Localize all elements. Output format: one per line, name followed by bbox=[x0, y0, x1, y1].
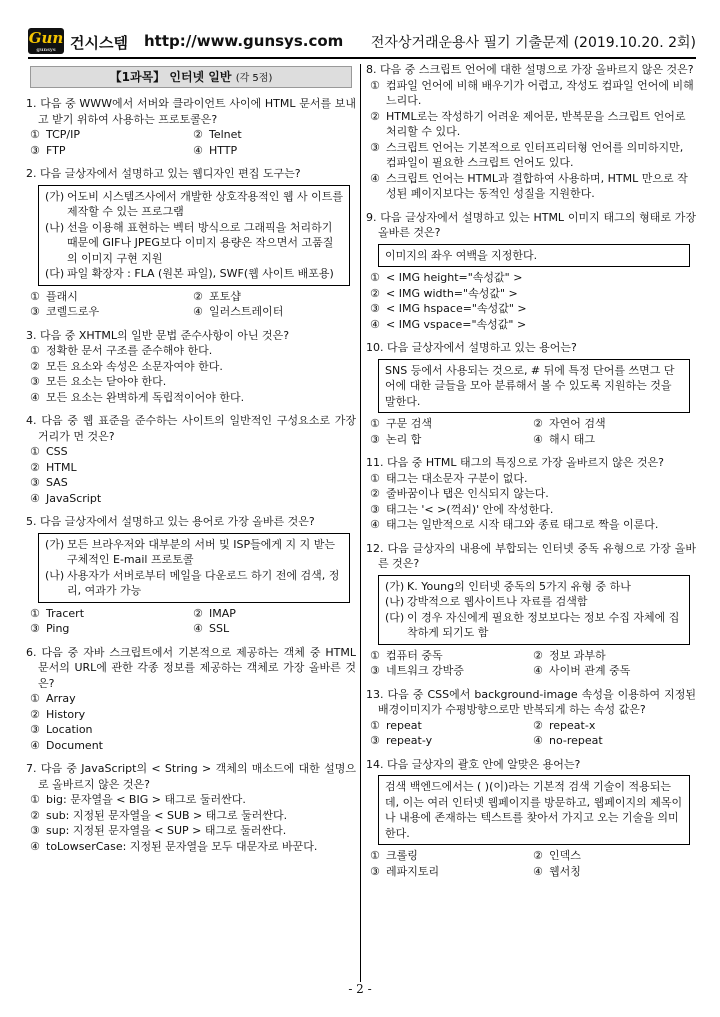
box-item bbox=[45, 537, 343, 568]
option-1 bbox=[30, 127, 193, 143]
question-number: 8 bbox=[366, 63, 373, 76]
option-marker: ② bbox=[30, 359, 40, 373]
option-marker: ① bbox=[30, 128, 40, 141]
question-stem: 다음 글상자에서 설명하고 있는 웹디자인 편집 도구는? bbox=[40, 167, 301, 180]
question-text: 1. 다음 중 WWW에서 서버와 클라이언트 사이에 HTML 문서를 보내고 받기 위하여 사용하는 프로토콜은? bbox=[26, 97, 357, 126]
option-2 bbox=[533, 416, 696, 432]
option-text: big: 문자열을 < BIG > 태그로 둘러싼다. bbox=[46, 793, 246, 806]
option-marker: ① bbox=[30, 793, 40, 806]
options-list bbox=[366, 471, 696, 533]
question-stem: 다음 중 CSS에서 background-image 속성을 이용하여 지정된 배경이미지가 수평방향으로만 반복되게 하는 속성 값은? bbox=[378, 687, 696, 716]
question-14 bbox=[366, 757, 696, 880]
question-2 bbox=[26, 166, 356, 320]
question-text: 12. 다음 글상자의 내용에 부합되는 인터넷 중독 유형으로 가장 올바른 것은? bbox=[366, 541, 696, 570]
options-list bbox=[26, 444, 356, 506]
question-text: 6. 다음 중 자바 스크립트에서 기본적으로 제공하는 객체 중 HTML 문서의 URL에 관한 각종 정보를 제공하는 객체로 가장 올바른 것은? bbox=[26, 645, 357, 690]
options-list bbox=[26, 606, 356, 637]
question-8 bbox=[366, 62, 696, 202]
option-marker: ② bbox=[370, 109, 380, 123]
option-3 bbox=[30, 143, 193, 159]
option-2 bbox=[193, 127, 356, 143]
option-text: 컴파일 언어에 비해 배우기가 어렵고, 작성도 컴파일 언어에 비해 느리다. bbox=[386, 78, 694, 107]
options-list bbox=[26, 691, 356, 753]
box-item-marker: (다) bbox=[385, 610, 405, 624]
option-3 bbox=[30, 475, 356, 491]
option-marker: ④ bbox=[30, 491, 40, 505]
box-item-text: 강박적으로 웹사이트나 자료를 검색함 bbox=[407, 595, 588, 608]
option-marker: ③ bbox=[30, 622, 40, 635]
option-marker: ③ bbox=[30, 143, 40, 157]
option-3 bbox=[30, 304, 193, 320]
option-3 bbox=[370, 301, 696, 317]
question-13 bbox=[366, 687, 696, 749]
brand-name: 건시스템 bbox=[70, 34, 128, 52]
option-marker: ④ bbox=[30, 390, 40, 404]
option-text: repeat-x bbox=[549, 718, 596, 732]
option-text: sup: 지정된 문자열을 < SUP > 태그로 둘러싼다. bbox=[46, 824, 287, 837]
question-text: 11. 다음 중 HTML 태그의 특징으로 가장 올바르지 않은 것은? bbox=[366, 456, 664, 469]
option-text: 태그는 '< >(꺽쇠)' 안에 작성한다. bbox=[386, 502, 554, 516]
option-2 bbox=[30, 707, 356, 723]
option-text: SAS bbox=[46, 476, 68, 489]
box-item bbox=[385, 579, 683, 595]
option-text: 인덱스 bbox=[549, 849, 581, 862]
option-marker: ② bbox=[30, 707, 40, 721]
option-marker: ① bbox=[370, 417, 380, 430]
option-2 bbox=[370, 109, 696, 140]
header-rule bbox=[28, 57, 696, 59]
option-marker: ④ bbox=[193, 622, 203, 635]
option-3 bbox=[370, 432, 533, 448]
box-item bbox=[45, 189, 343, 220]
option-1 bbox=[30, 606, 193, 622]
option-4 bbox=[30, 491, 356, 507]
option-text: Tracert bbox=[46, 606, 85, 620]
option-4 bbox=[193, 621, 356, 637]
question-text: 3. 다음 중 XHTML의 일반 문법 준수사항이 아닌 것은? bbox=[26, 328, 290, 342]
option-text: 태그는 일반적으로 시작 태그와 종료 태그로 짝을 이룬다. bbox=[386, 518, 659, 531]
subject-heading: 【1과목】 인터넷 일반 (각 5점) bbox=[30, 66, 352, 88]
question-text: 10. 다음 글상자에서 설명하고 있는 용어는? bbox=[366, 341, 577, 354]
option-1 bbox=[30, 792, 356, 808]
option-1 bbox=[370, 78, 696, 109]
option-text: 모든 요소와 속성은 소문자여야 한다. bbox=[46, 359, 223, 373]
option-text: < IMG height="속성값" > bbox=[386, 271, 523, 284]
option-text: 정보 과부하 bbox=[549, 648, 606, 662]
option-3 bbox=[30, 823, 356, 839]
option-text: 사이버 관계 중독 bbox=[549, 664, 631, 677]
question-number: 7 bbox=[26, 762, 33, 775]
option-marker: ① bbox=[370, 471, 380, 485]
option-marker: ④ bbox=[370, 171, 380, 185]
option-marker: ① bbox=[30, 344, 40, 357]
option-text: CSS bbox=[46, 445, 68, 458]
option-text: toLowserCase: 지정된 문자열을 모두 대문자로 바꾼다. bbox=[46, 839, 318, 853]
box-item bbox=[45, 568, 343, 599]
site-url: http://www.gunsys.com bbox=[144, 32, 344, 50]
box-item-marker: (나) bbox=[45, 568, 65, 582]
option-marker: ④ bbox=[30, 839, 40, 853]
question-7 bbox=[26, 761, 356, 854]
option-4 bbox=[533, 432, 696, 448]
gunsys-logo: Gun gunsys bbox=[28, 29, 64, 53]
question-stem: 다음 중 자바 스크립트에서 기본적으로 제공하는 객체 중 HTML 문서의 URL에 관한 각종 정보를 제공하는 객체로 가장 올바른 것은? bbox=[38, 645, 357, 690]
option-text: repeat-y bbox=[386, 734, 433, 747]
option-marker: ④ bbox=[370, 518, 380, 531]
question-stem: 다음 중 JavaScript의 < String > 객체의 매소드에 대한 설명으로 올바르지 않은 것은? bbox=[38, 762, 356, 791]
question-text: 4. 다음 중 웹 표준을 준수하는 사이트의 일반적인 구성요소로 가장 거리가 먼 것은? bbox=[26, 414, 357, 443]
option-1 bbox=[370, 416, 533, 432]
option-text: TCP/IP bbox=[46, 128, 80, 141]
right-column bbox=[366, 62, 696, 887]
option-text: 네트워크 강박증 bbox=[386, 664, 464, 677]
option-text: no-repeat bbox=[549, 734, 603, 747]
question-number: 5 bbox=[26, 515, 33, 528]
question-5 bbox=[26, 514, 356, 637]
option-text: 스크립트 언어는 기본적으로 인터프리터형 언어를 의미하지만, 컴파일이 필요한 스크립트 언어도 있다. bbox=[386, 140, 684, 169]
option-4 bbox=[30, 839, 356, 855]
question-number: 3 bbox=[26, 328, 33, 342]
option-marker: ① bbox=[370, 648, 380, 662]
page-header bbox=[28, 26, 696, 56]
option-marker: ② bbox=[30, 460, 40, 474]
question-text: 9. 다음 글상자에서 설명하고 있는 HTML 이미지 태그의 형태로 가장 올바른 것은? bbox=[366, 210, 696, 239]
option-text: 모든 요소는 닫아야 한다. bbox=[46, 375, 167, 388]
question-4 bbox=[26, 413, 356, 506]
option-marker: ① bbox=[30, 445, 40, 458]
box-item-text: 파일 확장자 : FLA (원본 파일), SWF(웹 사이트 배포용) bbox=[67, 267, 334, 280]
options-list bbox=[26, 127, 356, 158]
question-number: 2 bbox=[26, 167, 33, 180]
option-text: JavaScript bbox=[46, 491, 102, 505]
option-marker: ① bbox=[370, 849, 380, 862]
option-2 bbox=[370, 286, 696, 302]
box-item-text: 이 경우 자신에게 필요한 정보보다는 정보 수집 자체에 집착하게 되기도 함 bbox=[407, 610, 680, 639]
box-item bbox=[385, 594, 683, 610]
exam-title: 전자상거래운용사 필기 기출문제 (2019.10.20. 2회) bbox=[370, 35, 696, 51]
question-stem: 다음 글상자의 내용에 부합되는 인터넷 중독 유형으로 가장 올바른 것은? bbox=[378, 541, 696, 570]
question-stem: 다음 중 WWW에서 서버와 클라이언트 사이에 HTML 문서를 보내고 받기 위하여 사용하는 프로토콜은? bbox=[38, 97, 357, 126]
option-marker: ④ bbox=[370, 317, 380, 331]
option-1 bbox=[370, 718, 533, 734]
box-item bbox=[385, 610, 683, 641]
option-marker: ④ bbox=[193, 305, 203, 318]
box-item-marker: (가) bbox=[45, 537, 65, 551]
option-4 bbox=[30, 390, 356, 406]
option-marker: ① bbox=[30, 692, 40, 705]
option-2 bbox=[30, 808, 356, 824]
options-list bbox=[26, 289, 356, 320]
option-text: IMAP bbox=[209, 606, 236, 620]
option-text: 모든 요소는 완벽하게 독립적이어야 한다. bbox=[46, 390, 245, 404]
option-text: 태그는 대소문자 구분이 없다. bbox=[386, 471, 528, 485]
question-stem: 다음 중 HTML 태그의 특징으로 가장 올바르지 않은 것은? bbox=[387, 456, 664, 469]
option-4 bbox=[370, 517, 696, 533]
option-marker: ④ bbox=[193, 143, 203, 157]
option-1 bbox=[370, 648, 533, 664]
option-3 bbox=[30, 621, 193, 637]
question-text: 2. 다음 글상자에서 설명하고 있는 웹디자인 편집 도구는? bbox=[26, 167, 301, 180]
question-box: 검색 백엔드에서는 ( )(이)라는 기본적 검색 기술이 적용되는데, 이는 여러 인터넷 웹페이지를 방문하고, 웹페이지의 제목이나 내용에 존재하는 텍스트를 찾아서 가지고 오는 기술을 의미한다. bbox=[378, 775, 690, 845]
box-item-marker: (가) bbox=[45, 189, 65, 203]
question-1 bbox=[26, 96, 356, 158]
option-text: SSL bbox=[209, 622, 230, 635]
option-marker: ② bbox=[193, 289, 203, 303]
option-marker: ③ bbox=[370, 432, 380, 446]
option-2 bbox=[370, 486, 696, 502]
box-item-marker: (다) bbox=[45, 267, 65, 280]
option-marker: ③ bbox=[370, 302, 380, 315]
question-number: 13 bbox=[366, 687, 380, 701]
question-3 bbox=[26, 328, 356, 406]
option-4 bbox=[533, 733, 696, 749]
box-item-text: 모든 브라우저와 대부분의 서버 및 ISP들에게 지 지 받는 구체적인 E-mail 프로토콜 bbox=[67, 537, 335, 566]
option-text: Telnet bbox=[209, 128, 242, 141]
option-text: FTP bbox=[46, 143, 66, 157]
question-number: 9 bbox=[366, 210, 373, 224]
option-marker: ② bbox=[370, 487, 380, 500]
option-3 bbox=[370, 733, 533, 749]
option-marker: ④ bbox=[533, 664, 543, 677]
option-marker: ① bbox=[370, 78, 380, 92]
option-text: < IMG hspace="속성값" > bbox=[386, 302, 527, 315]
option-marker: ③ bbox=[30, 723, 40, 736]
option-4 bbox=[370, 317, 696, 333]
option-4 bbox=[533, 864, 696, 880]
option-marker: ③ bbox=[370, 664, 380, 677]
option-text: < IMG vspace="속성값" > bbox=[386, 317, 527, 331]
option-text: 컴퓨터 중독 bbox=[386, 648, 443, 662]
question-box: SNS 등에서 사용되는 것으로, # 뒤에 특정 단어를 쓰면그 단어에 대한 글들을 모아 분류해서 볼 수 있도록 지원하는 것을 말한다. bbox=[378, 359, 690, 414]
option-text: 포토샵 bbox=[209, 289, 241, 303]
question-stem: 다음 글상자에서 설명하고 있는 용어는? bbox=[387, 341, 577, 354]
option-3 bbox=[30, 722, 356, 738]
option-1 bbox=[30, 289, 193, 305]
option-1 bbox=[30, 691, 356, 707]
options-list bbox=[366, 270, 696, 332]
option-marker: ① bbox=[30, 606, 40, 620]
question-stem: 다음 중 웹 표준을 준수하는 사이트의 일반적인 구성요소로 가장 거리가 먼 것은? bbox=[38, 414, 357, 443]
option-marker: ③ bbox=[370, 734, 380, 747]
option-text: 플래시 bbox=[46, 289, 78, 303]
option-text: 웹서칭 bbox=[549, 864, 581, 878]
question-stem: 다음 글상자의 괄호 안에 알맞은 용어는? bbox=[387, 757, 581, 771]
question-box bbox=[378, 575, 690, 645]
option-marker: ② bbox=[193, 128, 203, 141]
option-2 bbox=[533, 718, 696, 734]
question-12 bbox=[366, 541, 696, 679]
question-number: 6 bbox=[26, 645, 33, 659]
box-item-marker: (나) bbox=[385, 595, 405, 608]
option-text: sub: 지정된 문자열을 < SUB > 태그로 둘러싼다. bbox=[46, 808, 288, 822]
option-text: 크롤링 bbox=[386, 849, 418, 862]
option-4 bbox=[193, 304, 356, 320]
option-3 bbox=[370, 864, 533, 880]
question-stem: 다음 글상자에서 설명하고 있는 용어로 가장 올바른 것은? bbox=[40, 515, 315, 528]
question-number: 14 bbox=[366, 757, 380, 771]
option-marker: ④ bbox=[533, 864, 543, 878]
option-marker: ④ bbox=[533, 734, 543, 747]
option-text: Ping bbox=[46, 622, 70, 635]
question-number: 1 bbox=[26, 97, 33, 110]
option-text: 스크립트 언어는 HTML과 결합하여 사용하며, HTML 만으로 작성된 페이지보다는 동적인 성질을 지원한다. bbox=[386, 171, 688, 200]
option-marker: ② bbox=[533, 417, 543, 430]
option-marker: ① bbox=[370, 718, 380, 732]
option-text: 논리 합 bbox=[386, 432, 422, 446]
option-text: 구문 검색 bbox=[386, 417, 433, 430]
option-2 bbox=[193, 606, 356, 622]
option-text: HTML로는 작성하기 어려운 제어문, 반복문을 스크립트 언어로 처리할 수 있다. bbox=[386, 109, 686, 138]
option-1 bbox=[30, 444, 356, 460]
question-stem: 다음 글상자에서 설명하고 있는 HTML 이미지 태그의 형태로 가장 올바른 것은? bbox=[378, 210, 696, 239]
page-number: - 2 - bbox=[348, 982, 372, 996]
option-text: 해시 태그 bbox=[549, 432, 596, 446]
option-text: 코렐드로우 bbox=[46, 305, 100, 318]
option-text: repeat bbox=[386, 718, 422, 732]
option-text: HTML bbox=[46, 460, 77, 474]
option-text: Array bbox=[46, 692, 76, 705]
option-1 bbox=[30, 343, 356, 359]
box-item bbox=[45, 266, 343, 282]
option-2 bbox=[533, 648, 696, 664]
box-item-text: 어도비 시스템즈사에서 개발한 상호작용적인 웹 사 이트를 제작할 수 있는 프로그램 bbox=[67, 189, 344, 218]
option-text: Document bbox=[46, 738, 103, 752]
option-marker: ② bbox=[533, 648, 543, 662]
box-item-marker: (가) bbox=[385, 579, 405, 593]
option-marker: ① bbox=[30, 289, 40, 303]
option-1 bbox=[370, 848, 533, 864]
options-list bbox=[366, 78, 696, 202]
question-box bbox=[38, 533, 350, 603]
question-stem: 다음 중 XHTML의 일반 문법 준수사항이 아닌 것은? bbox=[40, 328, 290, 342]
option-3 bbox=[370, 663, 533, 679]
option-2 bbox=[193, 289, 356, 305]
option-4 bbox=[370, 171, 696, 202]
question-number: 4 bbox=[26, 414, 33, 427]
option-3 bbox=[30, 374, 356, 390]
options-list bbox=[366, 416, 696, 447]
column-divider bbox=[360, 64, 361, 982]
box-item-text: 사용자가 서버로부터 메일을 다운로드 하기 전에 검색, 정리, 여과가 가능 bbox=[67, 568, 340, 597]
left-column bbox=[26, 62, 356, 862]
options-list bbox=[366, 648, 696, 679]
question-number: 10 bbox=[366, 341, 380, 354]
question-text: 14. 다음 글상자의 괄호 안에 알맞은 용어는? bbox=[366, 757, 581, 771]
options-list bbox=[366, 718, 696, 749]
option-marker: ③ bbox=[30, 476, 40, 489]
option-marker: ③ bbox=[30, 305, 40, 318]
option-text: 정확한 문서 구조를 준수해야 한다. bbox=[46, 344, 213, 357]
question-box bbox=[38, 185, 350, 286]
option-marker: ② bbox=[193, 606, 203, 620]
option-3 bbox=[370, 502, 696, 518]
option-text: 레파지토리 bbox=[386, 864, 440, 878]
question-number: 11 bbox=[366, 456, 380, 469]
option-4 bbox=[30, 738, 356, 754]
option-marker: ④ bbox=[533, 432, 543, 446]
option-text: < IMG width="속성값" > bbox=[386, 286, 518, 300]
question-text: 8. 다음 중 스크립트 언어에 대한 설명으로 가장 올바르지 않은 것은? bbox=[366, 63, 694, 76]
box-item-text: K. Young의 인터넷 중독의 5가지 유형 중 하나 bbox=[407, 579, 631, 593]
option-text: History bbox=[46, 707, 86, 721]
question-stem: 다음 중 스크립트 언어에 대한 설명으로 가장 올바르지 않은 것은? bbox=[380, 63, 694, 76]
box-item-text: 선을 이용해 표현하는 벡터 방식으로 그래픽을 처리하기 때문에 GIF나 JPEG보다 이미지 용량은 작으면서 고품질의 이미지 구현 지원 bbox=[67, 220, 334, 265]
option-marker: ② bbox=[30, 808, 40, 822]
option-text: Location bbox=[46, 723, 93, 736]
question-text: 13. 다음 중 CSS에서 background-image 속성을 이용하여 지정된 배경이미지가 수평방향으로만 반복되게 하는 속성 값은? bbox=[366, 687, 696, 716]
option-marker: ③ bbox=[30, 375, 40, 388]
option-marker: ③ bbox=[370, 502, 380, 516]
question-6 bbox=[26, 645, 356, 754]
option-4 bbox=[193, 143, 356, 159]
option-1 bbox=[370, 270, 696, 286]
option-2 bbox=[30, 460, 356, 476]
box-item bbox=[45, 220, 343, 267]
option-text: 자연어 검색 bbox=[549, 417, 606, 430]
option-marker: ③ bbox=[370, 864, 380, 878]
option-marker: ① bbox=[370, 271, 380, 284]
option-marker: ② bbox=[533, 718, 543, 732]
options-list bbox=[26, 343, 356, 405]
option-text: HTTP bbox=[209, 143, 238, 157]
option-2 bbox=[30, 359, 356, 375]
option-2 bbox=[533, 848, 696, 864]
question-text: 7. 다음 중 JavaScript의 < String > 객체의 매소드에 대한 설명으로 올바르지 않은 것은? bbox=[26, 762, 356, 791]
option-marker: ④ bbox=[30, 738, 40, 752]
option-marker: ③ bbox=[30, 824, 40, 837]
option-1 bbox=[370, 471, 696, 487]
option-marker: ② bbox=[370, 286, 380, 300]
question-11 bbox=[366, 455, 696, 533]
question-9 bbox=[366, 210, 696, 333]
option-3 bbox=[370, 140, 696, 171]
option-text: 일러스트레이터 bbox=[209, 305, 284, 318]
question-number: 12 bbox=[366, 541, 380, 555]
options-list bbox=[26, 792, 356, 854]
option-marker: ② bbox=[533, 849, 543, 862]
options-list bbox=[366, 848, 696, 879]
question-box: 이미지의 좌우 여백을 지정한다. bbox=[378, 244, 690, 268]
option-4 bbox=[533, 663, 696, 679]
option-text: 줄바꿈이나 탭은 인식되지 않는다. bbox=[386, 487, 549, 500]
option-marker: ③ bbox=[370, 140, 380, 154]
box-item-marker: (나) bbox=[45, 220, 65, 234]
question-10 bbox=[366, 340, 696, 447]
question-text: 5. 다음 글상자에서 설명하고 있는 용어로 가장 올바른 것은? bbox=[26, 515, 315, 528]
